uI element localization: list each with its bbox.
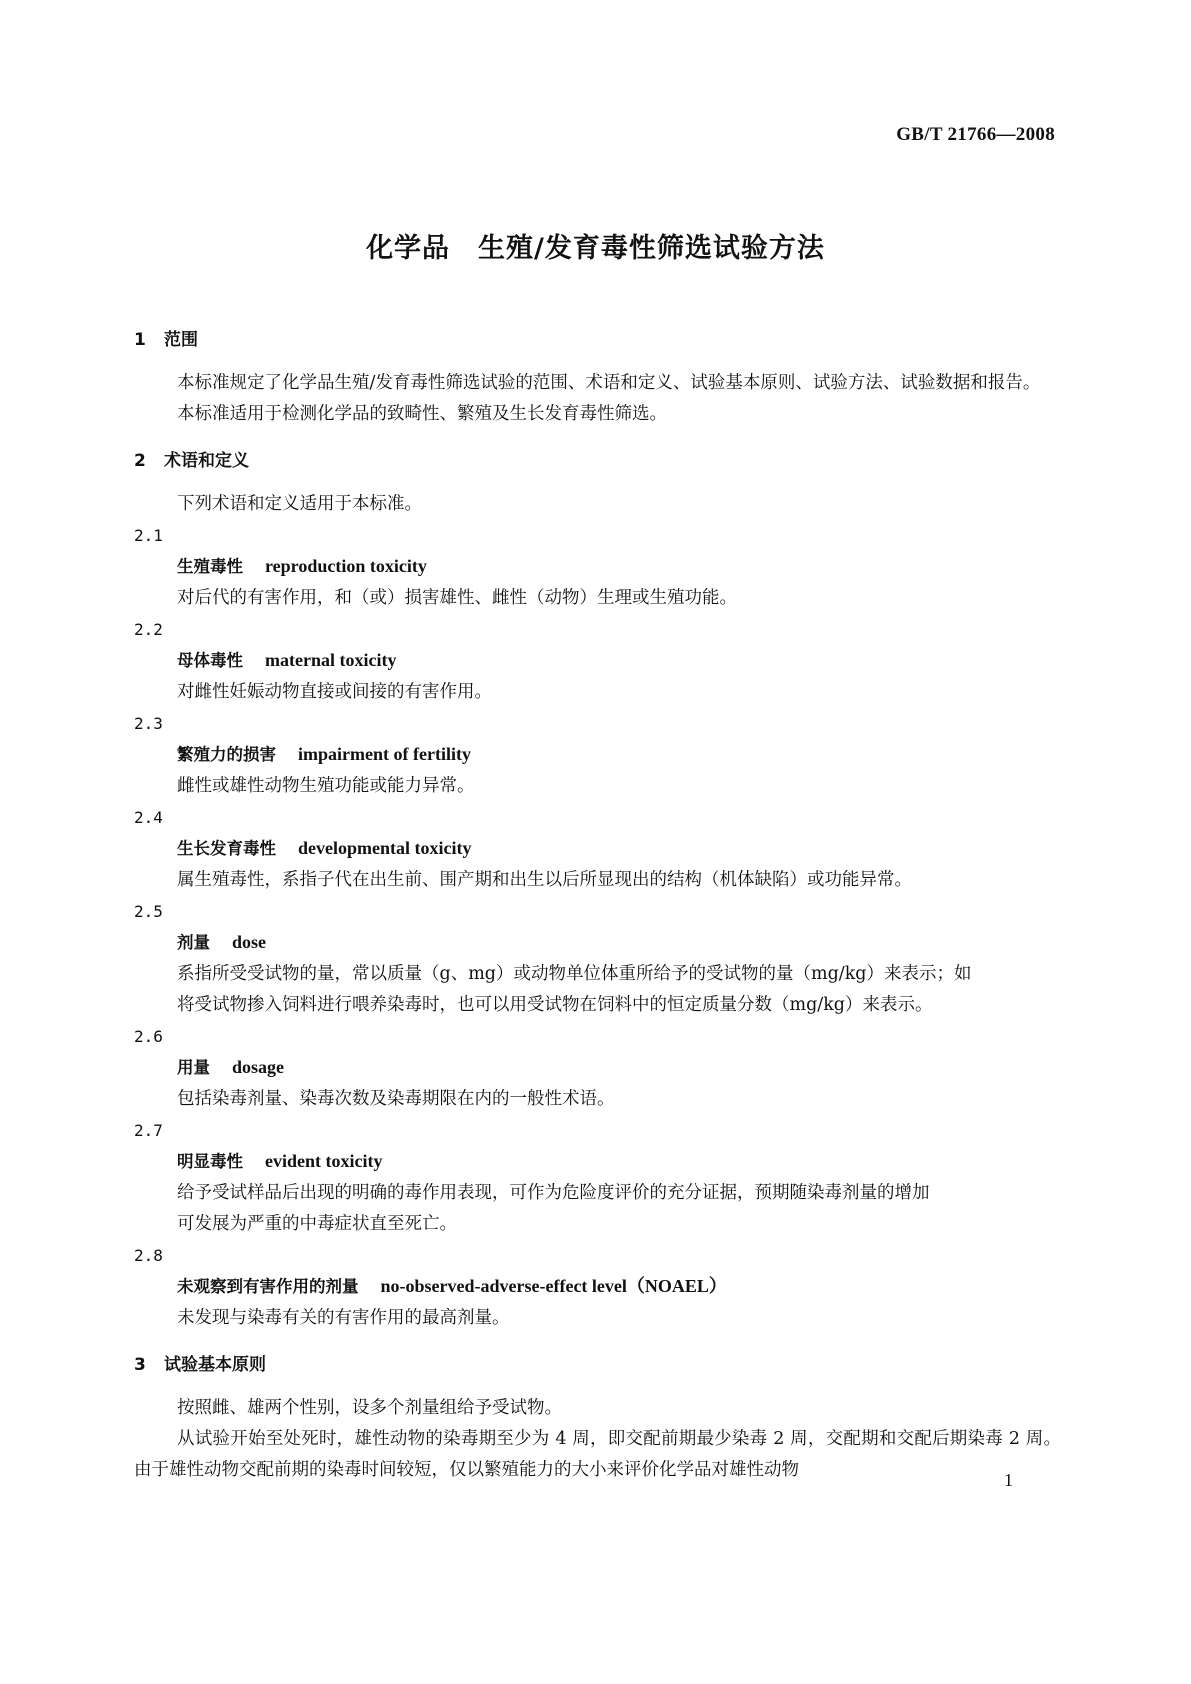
term-definition: 对后代的有害作用，和（或）损害雄性、雌性（动物）生理或生殖功能。 [177,588,737,608]
term-definition: 对雌性妊娠动物直接或间接的有害作用。 [177,682,492,702]
term-definition-continued: 可发展为严重的中毒症状直至死亡。 [177,1214,457,1234]
section-number: 2 [134,451,146,471]
term-name [134,1052,1061,1084]
term-name [134,1146,1061,1178]
term-definition: 给予受试样品后出现的明确的毒作用表现，可作为危险度评价的充分证据，预期随染毒剂量的增加 [177,1183,930,1203]
term-entry [134,1240,1061,1334]
term-entry [134,1021,1061,1115]
term-name [134,645,1061,677]
section-heading [134,446,1061,471]
term-number: 2.2 [134,620,163,639]
term-cn: 未观察到有害作用的剂量 [177,1277,359,1296]
term-cn: 剂量 [177,933,210,952]
section-title: 范围 [164,330,198,350]
paragraph: 从试验开始至处死时，雄性动物的染毒期至少为 4 周，即交配前期最少染毒 2 周，交配期和交配后期染毒 2 周。由于雄性动物交配前期的染毒时间较短，仅以繁殖能力的大小来评价化学品对雄性动物 [134,1429,1061,1480]
term-cn: 明显毒性 [177,1152,243,1171]
term-cn: 母体毒性 [177,651,243,670]
term-en: dosage [232,1057,285,1077]
term-name [134,551,1061,583]
term-number: 2.1 [134,526,163,545]
term-cn: 用量 [177,1058,210,1077]
term-definition: 包括染毒剂量、染毒次数及染毒期限在内的一般性术语。 [177,1089,615,1109]
term-number: 2.8 [134,1246,163,1265]
term-name [134,833,1061,865]
term-en: dose [232,932,267,952]
term-en: maternal toxicity [265,650,397,670]
section-title: 术语和定义 [164,451,249,471]
term-en: reproduction toxicity [265,556,427,576]
term-en: no-observed-adverse-effect level（NOAEL） [380,1276,727,1296]
term-name [134,739,1061,771]
term-entry [134,802,1061,896]
term-cn: 生长发育毒性 [177,839,276,858]
term-definition: 系指所受受试物的量，常以质量（g、mg）或动物单位体重所给予的受试物的量（mg/kg）来表示；如 [177,964,972,984]
term-number: 2.5 [134,902,163,921]
term-name [134,927,1061,959]
document-title: 化学品 生殖/发育毒性筛选试验方法 [366,233,825,264]
paragraph: 按照雌、雄两个性别，设多个剂量组给予受试物。 [177,1398,562,1418]
page-number: 1 [1004,1470,1013,1490]
term-en: developmental toxicity [298,838,472,858]
term-definition-continued: 将受试物掺入饲料进行喂养染毒时，也可以用受试物在饲料中的恒定质量分数（mg/kg）来表示。 [177,995,933,1015]
term-cn: 繁殖力的损害 [177,745,276,764]
term-entry [134,614,1061,708]
section-number: 3 [134,1355,146,1375]
paragraph: 下列术语和定义适用于本标准。 [177,494,422,514]
term-name [134,1271,1061,1303]
section-heading [134,1350,1061,1375]
term-cn: 生殖毒性 [177,557,243,576]
term-entry [134,708,1061,802]
term-number: 2.7 [134,1121,163,1140]
section-title: 试验基本原则 [164,1355,266,1375]
section-heading [134,325,1061,350]
term-number: 2.3 [134,714,163,733]
term-definition: 雌性或雄性动物生殖功能或能力异常。 [177,776,475,796]
term-en: evident toxicity [265,1151,383,1171]
term-entry [134,1115,1061,1240]
term-entry [134,896,1061,1021]
document-body [134,325,1061,1486]
term-entry [134,520,1061,614]
standard-number: GB/T 21766—2008 [896,124,1055,145]
term-number: 2.6 [134,1027,163,1046]
term-definition: 属生殖毒性，系指子代在出生前、围产期和出生以后所显现出的结构（机体缺陷）或功能异常。 [177,870,912,890]
paragraph: 本标准适用于检测化学品的致畸性、繁殖及生长发育毒性筛选。 [177,404,667,424]
term-definition: 未发现与染毒有关的有害作用的最高剂量。 [177,1308,510,1328]
term-en: impairment of fertility [298,744,471,764]
section-number: 1 [134,330,146,350]
paragraph: 本标准规定了化学品生殖/发育毒性筛选试验的范围、术语和定义、试验基本原则、试验方法、试验数据和报告。 [177,373,1041,393]
term-number: 2.4 [134,808,163,827]
